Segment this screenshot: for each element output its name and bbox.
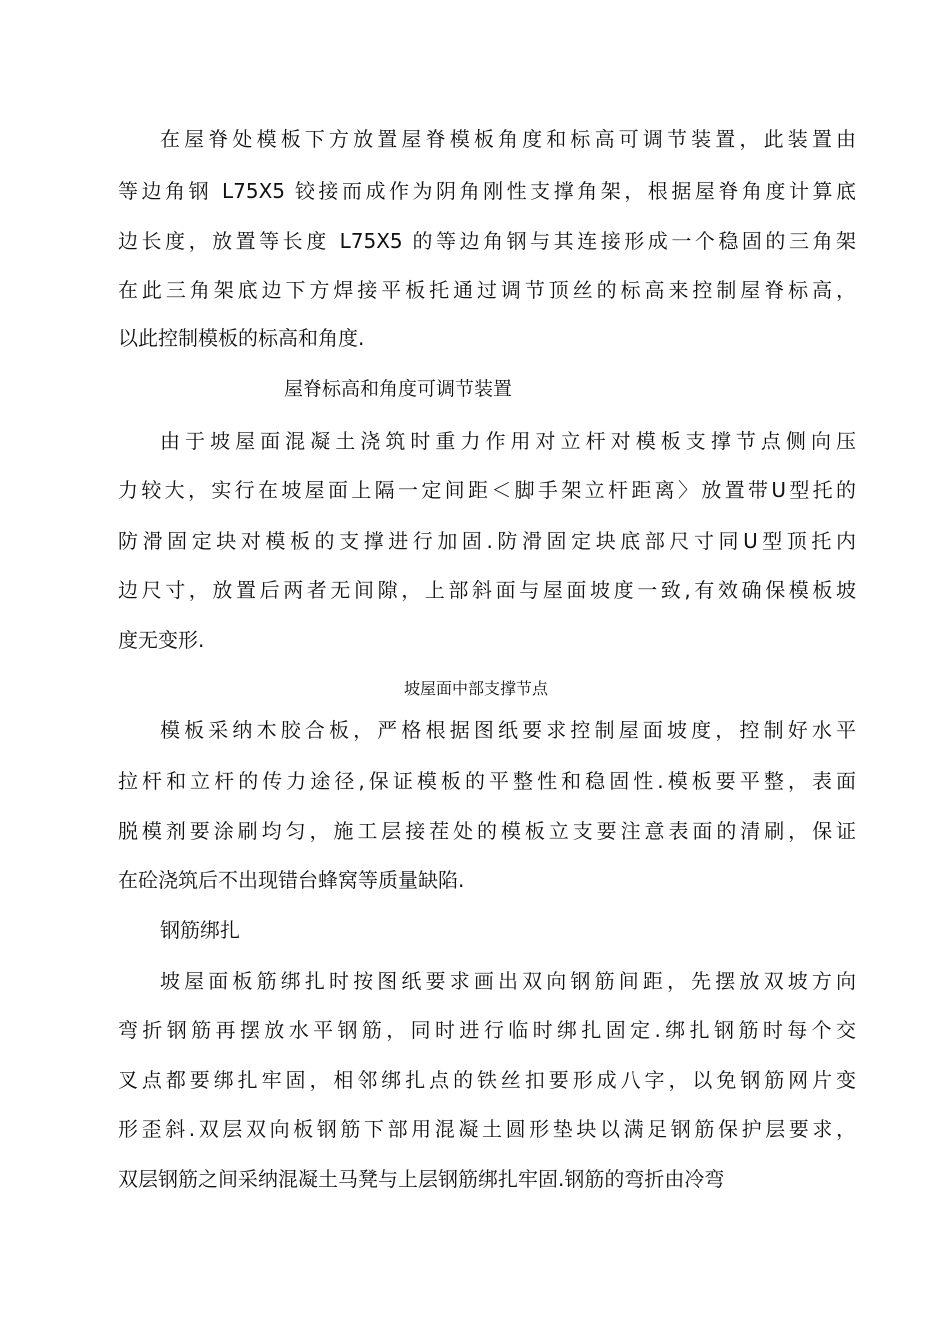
paragraph-3-line-1: 模板采纳木胶合板，严格根据图纸要求控制屋面坡度，控制好水平 bbox=[160, 718, 856, 742]
paragraph-4-line-3: 叉点都要绑扎牢固，相邻绑扎点的铁丝扣要形成八字，以免钢筋网片变 bbox=[118, 1068, 856, 1092]
section-heading-rebar: 钢筋绑扎 bbox=[160, 918, 240, 942]
paragraph-3-line-2: 拉杆和立杆的传力途径,保证模板的平整性和稳固性.模板要平整，表面 bbox=[118, 769, 856, 793]
figure-caption-ridge-device: 屋脊标高和角度可调节装置 bbox=[284, 378, 513, 400]
paragraph-1-line-2: 等边角钢 L75X5 铰接而成作为阴角刚性支撑角架，根据屋脊角度计算底 bbox=[118, 179, 856, 203]
paragraph-2-line-3: 防滑固定块对模板的支撑进行加固.防滑固定块底部尺寸同U型顶托内 bbox=[118, 529, 856, 553]
paragraph-1-line-5: 以此控制模板的标高和角度. bbox=[118, 326, 365, 350]
paragraph-3-line-3: 脱模剂要涂刷均匀，施工层接茬处的模板立支要注意表面的清刷，保证 bbox=[118, 819, 856, 843]
paragraph-1-line-4: 在此三角架底边下方焊接平板托通过调节顶丝的标高来控制屋脊标高， bbox=[118, 278, 856, 302]
paragraph-4-line-5: 双层钢筋之间采纳混凝土马凳与上层钢筋绑扎牢固.钢筋的弯折由冷弯 bbox=[118, 1167, 725, 1191]
paragraph-3-line-4: 在砼浇筑后不出现错台蜂窝等质量缺陷. bbox=[118, 868, 465, 892]
paragraph-4-line-1: 坡屋面板筋绑扎时按图纸要求画出双向钢筋间距，先摆放双坡方向 bbox=[160, 969, 856, 993]
paragraph-4-line-2: 弯折钢筋再摆放水平钢筋，同时进行临时绑扎固定.绑扎钢筋时每个交 bbox=[118, 1018, 856, 1042]
paragraph-1-line-3: 边长度，放置等长度 L75X5 的等边角钢与其连接形成一个稳固的三角架 bbox=[118, 229, 856, 253]
paragraph-2-line-1: 由于坡屋面混凝土浇筑时重力作用对立杆对模板支撑节点侧向压 bbox=[160, 429, 856, 453]
paragraph-2-line-4: 边尺寸，放置后两者无间隙，上部斜面与屋面坡度一致,有效确保模板坡 bbox=[118, 578, 856, 602]
figure-caption-slope-support: 坡屋面中部支撑节点 bbox=[404, 679, 549, 698]
paragraph-2-line-5: 度无变形. bbox=[118, 628, 205, 652]
paragraph-1-line-1: 在屋脊处模板下方放置屋脊模板角度和标高可调节装置，此装置由 bbox=[160, 127, 856, 151]
paragraph-2-line-2: 力较大，实行在坡屋面上隔一定间距＜脚手架立杆距离〉放置带U型托的 bbox=[118, 478, 856, 502]
paragraph-4-line-4: 形歪斜.双层双向板钢筋下部用混凝土圆形垫块以满足钢筋保护层要求， bbox=[118, 1117, 856, 1141]
